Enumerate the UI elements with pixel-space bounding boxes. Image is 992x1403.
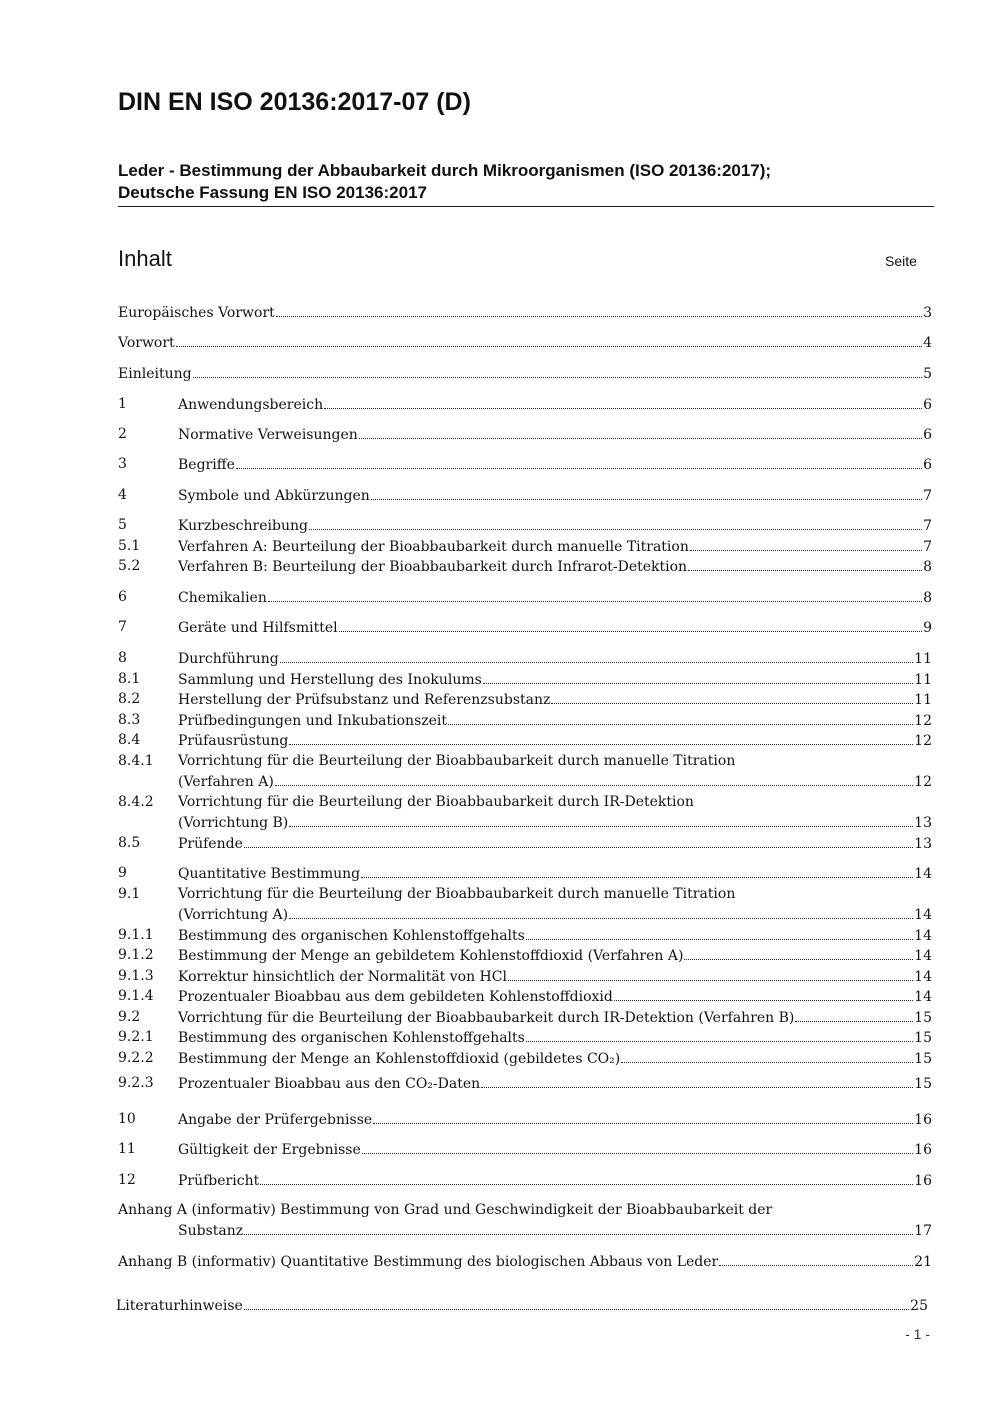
toc-leader-dots xyxy=(193,363,923,378)
toc-leader-dots xyxy=(373,1109,913,1124)
toc-entry[interactable] xyxy=(118,515,932,535)
toc-leader-dots xyxy=(260,1170,913,1185)
toc-entry-number: 9 xyxy=(118,865,127,881)
toc-entry-title: Symbole und Abkürzungen xyxy=(178,488,370,504)
toc-entry[interactable] xyxy=(118,710,932,730)
toc-entry-title: Korrektur hinsichtlich der Normalität von HCl xyxy=(178,969,507,985)
toc-entry-page: 21 xyxy=(914,1254,932,1270)
toc-entry[interactable] xyxy=(118,884,932,924)
toc-entry[interactable] xyxy=(118,424,932,444)
toc-entry-number: 2 xyxy=(118,426,127,442)
toc-entry[interactable] xyxy=(118,1170,932,1190)
toc-entry-number: 9.1.2 xyxy=(118,947,154,963)
toc-entry[interactable] xyxy=(118,1073,932,1093)
toc-entry[interactable] xyxy=(118,1027,932,1047)
toc-entry-page: 4 xyxy=(923,335,932,351)
toc-entry-page: 14 xyxy=(914,907,932,923)
toc-entry-title: Europäisches Vorwort xyxy=(118,305,275,321)
toc-entry-page: 16 xyxy=(914,1142,932,1158)
document-id: DIN EN ISO 20136:2017-07 (D) xyxy=(118,88,471,116)
toc-entry-page: 12 xyxy=(914,713,932,729)
toc-entry-title: Geräte und Hilfsmittel xyxy=(178,620,338,636)
toc-leader-dots xyxy=(176,332,922,347)
toc-entry[interactable] xyxy=(118,751,932,791)
toc-entry-number: 9.1.3 xyxy=(118,968,154,984)
toc-leader-dots xyxy=(275,771,913,786)
toc-entry-page: 7 xyxy=(923,518,932,534)
toc-entry-page: 6 xyxy=(923,457,932,473)
toc-entry[interactable] xyxy=(118,1007,932,1027)
toc-entry-title: Vorrichtung für die Beurteilung der Bioabbaubarkeit durch manuelle Titration xyxy=(178,886,736,902)
toc-leader-dots xyxy=(236,454,922,469)
toc-entry[interactable] xyxy=(118,1109,932,1129)
toc-leader-dots xyxy=(481,1073,913,1088)
toc-entry-page: 15 xyxy=(914,1051,932,1067)
toc-leader-dots xyxy=(614,986,913,1001)
toc-entry[interactable] xyxy=(118,689,932,709)
subtitle-line-2: Deutsche Fassung EN ISO 20136:2017 xyxy=(118,183,427,202)
page-number: - 1 - xyxy=(905,1326,930,1342)
toc-entry-number: 9.1 xyxy=(118,886,141,902)
toc-entry-title-continuation: (Vorrichtung A) xyxy=(178,907,289,923)
toc-leader-dots xyxy=(551,689,913,704)
toc-entry[interactable] xyxy=(118,454,932,474)
toc-leader-dots xyxy=(621,1048,913,1063)
toc-leader-dots xyxy=(244,1295,909,1310)
toc-entry[interactable] xyxy=(118,1139,932,1159)
toc-entry-title: Verfahren A: Beurteilung der Bioabbaubarkeit durch manuelle Titration xyxy=(178,539,689,555)
toc-leader-dots xyxy=(244,1220,913,1235)
toc-entry-number: 8.4 xyxy=(118,732,141,748)
toc-entry-page: 5 xyxy=(923,366,932,382)
toc-entry-page: 7 xyxy=(923,539,932,555)
toc-entry-title: Sammlung und Herstellung des Inokulums xyxy=(178,672,482,688)
toc-entry-title: Herstellung der Prüfsubstanz und Referenzsubstanz xyxy=(178,692,551,708)
toc-entry-page: 14 xyxy=(914,866,932,882)
toc-entry-number: 1 xyxy=(118,396,127,412)
toc-entry-page: 17 xyxy=(914,1223,932,1239)
toc-entry-title: Bestimmung der Menge an Kohlenstoffdioxid (gebildetes CO₂) xyxy=(178,1051,621,1067)
toc-leader-dots xyxy=(361,863,913,878)
toc-entry-title: Einleitung xyxy=(118,366,192,382)
toc-leader-dots xyxy=(339,617,922,632)
toc-entry-title: Quantitative Bestimmung xyxy=(178,866,361,882)
toc-entry-title: Vorrichtung für die Beurteilung der Bioabbaubarkeit durch IR-Detektion xyxy=(178,794,694,810)
toc-leader-dots xyxy=(362,1139,913,1154)
toc-entry-title: Anhang A (informativ) Bestimmung von Grad und Geschwindigkeit der Bioabbaubarkeit der xyxy=(118,1202,773,1218)
toc-leader-dots xyxy=(690,536,922,551)
toc-leader-dots xyxy=(526,925,913,940)
toc-entry-number: 9.2.2 xyxy=(118,1050,154,1066)
toc-entry-page: 13 xyxy=(914,836,932,852)
toc-entry-title: Prüfende xyxy=(178,836,243,852)
toc-entry-page: 15 xyxy=(914,1010,932,1026)
toc-entry-number: 8.2 xyxy=(118,691,141,707)
toc-entry-number: 9.2.3 xyxy=(118,1075,154,1091)
toc-entry-title: Bestimmung der Menge an gebildetem Kohlenstoffdioxid (Verfahren A) xyxy=(178,948,684,964)
toc-entry-page: 12 xyxy=(914,733,932,749)
toc-entry-number: 9.2.1 xyxy=(118,1029,154,1045)
toc-entry-page: 15 xyxy=(914,1076,932,1092)
toc-entry[interactable] xyxy=(118,966,932,986)
toc-entry[interactable] xyxy=(118,648,932,668)
toc-entry[interactable] xyxy=(118,792,932,832)
toc-entry-page: 14 xyxy=(914,928,932,944)
toc-entry-title: Anhang B (informativ) Quantitative Bestimmung des biologischen Abbaus von Leder xyxy=(118,1254,719,1270)
toc-entry-title: Prüfbedingungen und Inkubationszeit xyxy=(178,713,448,729)
toc-entry-number: 4 xyxy=(118,487,127,503)
toc-entry-number: 8 xyxy=(118,650,127,666)
toc-entry[interactable] xyxy=(118,363,932,383)
toc-entry[interactable] xyxy=(118,394,932,414)
toc-leader-dots xyxy=(289,730,913,745)
toc-entry-number: 9.1.1 xyxy=(118,927,154,943)
toc-entry-page: 14 xyxy=(914,969,932,985)
toc-leader-dots xyxy=(244,833,913,848)
toc-leader-dots xyxy=(276,302,922,317)
toc-entry-title: Anwendungsbereich xyxy=(178,397,324,413)
toc-entry-title: Prozentualer Bioabbau aus den CO₂-Daten xyxy=(178,1076,481,1092)
toc-entry[interactable] xyxy=(118,332,932,352)
toc-entry-number: 9.1.4 xyxy=(118,988,154,1004)
toc-entry[interactable] xyxy=(118,669,932,689)
toc-entry-title-continuation: (Verfahren A) xyxy=(178,774,274,790)
toc-entry[interactable] xyxy=(118,925,932,945)
toc-entry-title: Vorrichtung für die Beurteilung der Bioabbaubarkeit durch IR-Detektion (Verfahren B) xyxy=(178,1010,795,1026)
toc-entry-number: 8.4.2 xyxy=(118,794,154,810)
toc-entry[interactable] xyxy=(118,945,932,965)
toc-entry-page: 16 xyxy=(914,1173,932,1189)
toc-entry-page: 11 xyxy=(914,651,932,667)
toc-entry[interactable] xyxy=(118,485,932,505)
toc-leader-dots xyxy=(289,812,913,827)
toc-entry[interactable] xyxy=(118,1048,932,1068)
toc-entry[interactable] xyxy=(118,587,932,607)
toc-entry-title: Gültigkeit der Ergebnisse xyxy=(178,1142,361,1158)
toc-entry[interactable] xyxy=(118,556,932,576)
toc-entry-page: 9 xyxy=(923,620,932,636)
toc-leader-dots xyxy=(688,556,922,571)
toc-entry-page: 8 xyxy=(923,559,932,575)
toc-entry-page: 7 xyxy=(923,488,932,504)
toc-entry[interactable] xyxy=(118,302,932,322)
toc-entry-title: Vorwort xyxy=(118,335,175,351)
toc-entry-page: 14 xyxy=(914,989,932,1005)
toc-entry-number: 5.1 xyxy=(118,538,141,554)
toc-entry-page: 6 xyxy=(923,397,932,413)
toc-entry-title: Bestimmung des organischen Kohlenstoffgehalts xyxy=(178,1030,525,1046)
toc-leader-dots xyxy=(719,1251,913,1266)
toc-entry[interactable] xyxy=(118,1200,932,1240)
toc-entry-number: 8.4.1 xyxy=(118,753,154,769)
toc-entry-page: 15 xyxy=(914,1030,932,1046)
toc-leader-dots xyxy=(795,1007,913,1022)
toc-entry-title: Normative Verweisungen xyxy=(178,427,358,443)
toc-entry-title: Durchführung xyxy=(178,651,279,667)
toc-leader-dots xyxy=(371,485,922,500)
toc-entry[interactable] xyxy=(118,833,932,853)
toc-entry[interactable] xyxy=(118,863,932,883)
toc-entry-page: 12 xyxy=(914,774,932,790)
toc-entry-number: 3 xyxy=(118,456,127,472)
toc-entry-page: 3 xyxy=(923,305,932,321)
toc-entry-title-continuation: Substanz xyxy=(178,1223,244,1239)
toc-entry-number: 9.2 xyxy=(118,1009,141,1025)
toc-entry-title: Bestimmung des organischen Kohlenstoffgehalts xyxy=(178,928,525,944)
toc-entry-number: 11 xyxy=(118,1141,136,1157)
toc-entry[interactable] xyxy=(118,617,932,637)
toc-leader-dots xyxy=(309,515,922,530)
toc-entry[interactable] xyxy=(118,730,932,750)
toc-entry-title: Prüfbericht xyxy=(178,1173,260,1189)
toc-page-label: Seite xyxy=(885,253,917,269)
toc-leader-dots xyxy=(324,394,922,409)
toc-entry[interactable] xyxy=(118,1251,932,1271)
toc-entry-title: Prüfausrüstung xyxy=(178,733,289,749)
toc-entry-number: 6 xyxy=(118,589,127,605)
toc-title: Inhalt xyxy=(118,246,172,271)
toc-entry-title: Vorrichtung für die Beurteilung der Bioabbaubarkeit durch manuelle Titration xyxy=(178,753,736,769)
toc-entry-number: 8.5 xyxy=(118,835,141,851)
toc-entry-title-continuation: (Vorrichtung B) xyxy=(178,815,289,831)
toc-entry-number: 10 xyxy=(118,1111,136,1127)
toc-leader-dots xyxy=(280,648,913,663)
subtitle-line-1: Leder - Bestimmung der Abbaubarkeit durch Mikroorganismen (ISO 20136:2017); xyxy=(118,161,772,180)
toc-entry-page: 14 xyxy=(914,948,932,964)
toc-entry-number: 5 xyxy=(118,517,127,533)
toc-leader-dots xyxy=(526,1027,913,1042)
toc-entry-page: 11 xyxy=(914,672,932,688)
toc-entry[interactable] xyxy=(118,536,932,556)
toc-leader-dots xyxy=(448,710,913,725)
toc-entry-page: 8 xyxy=(923,590,932,606)
toc-leader-dots xyxy=(359,424,922,439)
toc-entry[interactable] xyxy=(116,1295,928,1315)
toc-entry-title: Literaturhinweise xyxy=(116,1298,243,1314)
toc-entry-number: 5.2 xyxy=(118,558,141,574)
toc-entry-number: 12 xyxy=(118,1172,136,1188)
toc-leader-dots xyxy=(483,669,913,684)
toc-entry-title: Chemikalien xyxy=(178,590,267,606)
toc-entry-number: 8.1 xyxy=(118,671,141,687)
toc-entry-title: Prozentualer Bioabbau aus dem gebildeten Kohlenstoffdioxid xyxy=(178,989,613,1005)
toc-entry-page: 6 xyxy=(923,427,932,443)
toc-entry-title: Verfahren B: Beurteilung der Bioabbaubarkeit durch Infrarot-Detektion xyxy=(178,559,688,575)
toc-entry-page: 13 xyxy=(914,815,932,831)
toc-entry-title: Begriffe xyxy=(178,457,235,473)
toc-entry-number: 7 xyxy=(118,619,127,635)
toc-entry-number: 8.3 xyxy=(118,712,141,728)
toc-entry-page: 16 xyxy=(914,1112,932,1128)
toc-leader-dots xyxy=(289,904,913,919)
toc-leader-dots xyxy=(684,945,913,960)
toc-entry[interactable] xyxy=(118,986,932,1006)
toc-leader-dots xyxy=(508,966,913,981)
toc-entry-page: 11 xyxy=(914,692,932,708)
toc-entry-page: 25 xyxy=(910,1298,928,1314)
toc-leader-dots xyxy=(268,587,922,602)
toc-entry-title: Angabe der Prüfergebnisse xyxy=(178,1112,373,1128)
toc-entry-title: Kurzbeschreibung xyxy=(178,518,308,534)
